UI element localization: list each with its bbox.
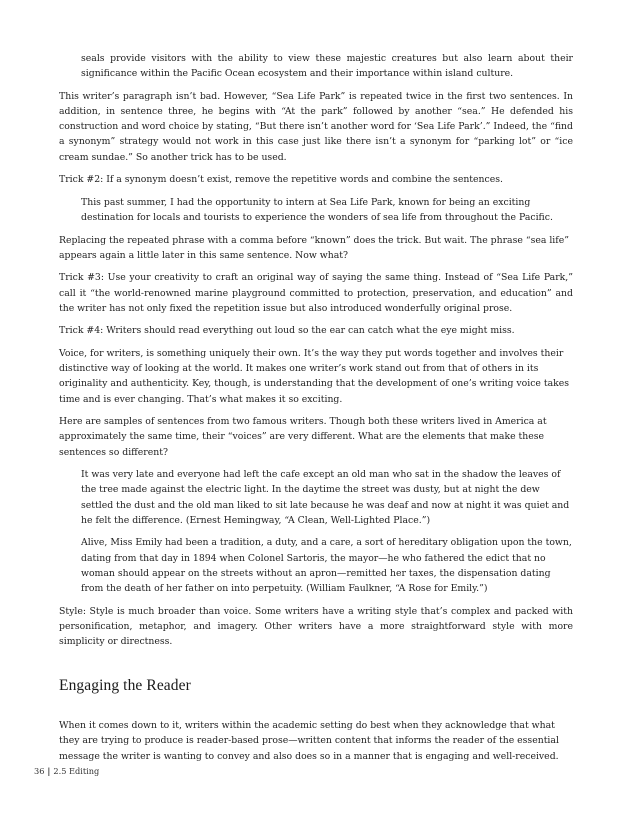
paragraph-famous-writers: Here are samples of sentences from two famous writers. Though both these writers lived in America at approximately the same time, their “voices” are very different. What are the elements that make these sentences so different? — [59, 416, 547, 458]
quote-hemingway: It was very late and everyone had left the cafe except an old man who sat in the shadow the leaves of the tree made against the electric light. In the daytime the street was dusty, but at night the dew settled the dust and the old man liked to sit late because he was deaf and now at night it was quiet and he felt the difference. (Ernest Hemingway, “A Clean, Well-Lighted Place.”) — [81, 469, 570, 526]
quote-seal-excerpt: seals provide visitors with the ability to view these majestic creatures but also learn about their significance within the Pacific Ocean ecosystem and their importance within island culture. — [81, 53, 573, 80]
quote-faulkner: Alive, Miss Emily had been a tradition, a duty, and a care, a sort of hereditary obligation upon the town, dating from that day in 1894 when Colonel Sartoris, the mayor—he who fathered the edict that no woman should appear on the streets without an apron—remitted her taxes, the dispensation dating from the death of her father on into perpetuity. (William Faulkner, “A Rose for Emily.”) — [81, 537, 572, 594]
footer-section-link[interactable]: 2.5 Editing — [53, 766, 100, 776]
paragraph-voice: Voice, for writers, is something uniquely their own. It’s the way they put words together and involves their distinctive way of looking at the world. It makes one writer’s work stand out from that of others in its originality and authenticity. Key, though, is understanding that the development of one’s writing voice takes time and is ever changing. That’s what makes it so exciting. — [59, 347, 570, 405]
page-footer — [34, 765, 99, 777]
paragraph-style: Style: Style is much broader than voice. Some writers have a writing style that’s complex and packed with personification, metaphor, and imagery. Other writers have a more straightforward style with more simplicity or directness. — [59, 605, 573, 647]
paragraph-repetition-analysis: This writer’s paragraph isn’t bad. However, “Sea Life Park” is repeated twice in the first two sentences. In addition, in sentence three, he begins with “At the park” followed by another “sea.” He defended his construction and word choice by stating, “But there isn’t another word for ‘Sea Life Park’.” Indeed, the “find a synonym” strategy would not work in this case just like there isn’t a synonym for “parking lot” or “ice cream sundae.” So another trick has to be used. — [59, 90, 573, 163]
paragraph-trick-2: Trick #2: If a synonym doesn’t exist, remove the repetitive words and combine the sentences. — [59, 174, 503, 186]
paragraph-reader-based-prose: When it comes down to it, writers within the academic setting do best when they acknowledge that what they are trying to produce is reader-based prose—written content that informs the reader of the essential message the writer is wanting to convey and also does so in a manner that is engaging and well-received. — [59, 720, 559, 762]
page-body — [59, 51, 573, 771]
paragraph-replacing-phrase: Replacing the repeated phrase with a comma before “known” does the trick. But wait. The phrase “sea life” appears again a little later in this same sentence. Now what? — [59, 234, 569, 261]
footer-separator: | — [47, 766, 51, 776]
page-number: 36 — [34, 766, 45, 776]
section-heading-engaging-reader: Engaging the Reader — [59, 677, 191, 695]
paragraph-trick-3: Trick #3: Use your creativity to craft an original way of saying the same thing. Instead of “Sea Life Park,” call it “the world-renowned marine playground committed to protection, preservation, and education” and the writer has not only fixed the repetition issue but also introduced wonderfully original prose. — [59, 272, 573, 314]
paragraph-trick-4: Trick #4: Writers should read everything out loud so the ear can catch what the eye might miss. — [59, 325, 515, 337]
quote-internship-revision: This past summer, I had the opportunity to intern at Sea Life Park, known for being an exciting destination for locals and tourists to experience the wonders of sea life from throughout the Pacific. — [81, 196, 553, 223]
